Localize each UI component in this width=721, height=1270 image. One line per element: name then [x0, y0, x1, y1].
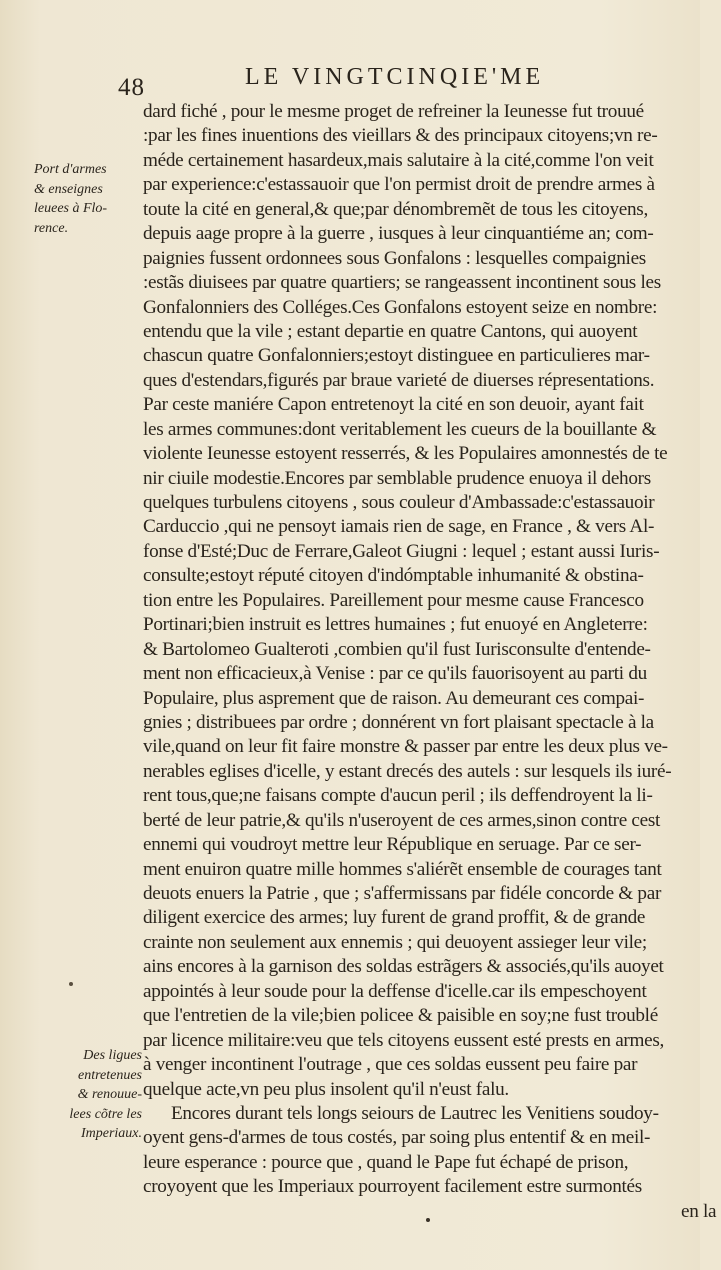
text-line: diligent exercice des armes; luy furent de grand proffit, & de grande — [143, 907, 646, 929]
margin-note-arms — [34, 160, 134, 238]
margin-note-line: & renouue- — [77, 1087, 142, 1102]
margin-note-line: Port d'armes — [34, 162, 107, 177]
text-line: chascun quatre Gonfalonniers;estoyt distinguee en particulieres mar- — [143, 345, 650, 367]
margin-note-line: Imperiaux. — [80, 1126, 142, 1141]
text-line: fonse d'Esté;Duc de Ferrare,Galeot Giugni : lequel ; estant aussi Iuris- — [143, 540, 660, 562]
running-head: LE VINGTCINQIE'ME — [245, 64, 545, 90]
text-line: ment enuiron quatre mille hommes s'aliérẽt ensemble de courages tant — [143, 858, 662, 880]
margin-note-line: lees cõtre les — [69, 1106, 142, 1122]
margin-note-leagues — [62, 1046, 142, 1144]
text-line: appointés à leur soude pour la deffense d'icelle.car ils empeschoyent — [143, 980, 647, 1002]
text-line: entendu que la vile ; estant departie en quatre Cantons, qui auoyent — [143, 320, 638, 342]
bottom-mark — [426, 1218, 430, 1222]
text-line: berté de leur patrie,& qu'ils n'useroyent de ces armes,sinon contre cest — [143, 809, 661, 831]
text-line: toute la cité en general,& que;par dénombremẽt de tous les citoyens, — [143, 198, 648, 220]
text-line: ains encores à la garnison des soldas estrãgers & associés,qu'ils auoyet — [143, 956, 664, 978]
text-line: que l'entretien de la vile;bien policee & paisible en soy;ne fust troublé — [143, 1005, 658, 1027]
margin-note-line: & enseignes — [34, 181, 103, 197]
text-line: Carduccio ,qui ne pensoyt iamais rien de sage, en France , & vers Al- — [143, 516, 655, 538]
text-line: rent tous,que;ne faisans compte d'aucun peril ; ils deffendroyent la li- — [143, 785, 653, 807]
text-line: ennemi qui voudroyt mettre leur République en seruage. Par ce ser- — [143, 834, 642, 856]
text-line: tion entre les Populaires. Pareillement pour mesme cause Francesco — [143, 589, 644, 611]
text-line: quelques turbulens citoyens , sous couleur d'Ambassade:c'estassauoir — [143, 492, 655, 513]
text-line: deuots enuers la Patrie , que ; s'affermissans par fidéle concorde & par — [143, 883, 662, 904]
margin-dot — [69, 982, 73, 986]
text-line: & Bartolomeo Gualteroti ,combien qu'il fust Iurisconsulte d'entende- — [143, 638, 651, 660]
margin-note-line: Des ligues — [83, 1048, 142, 1063]
text-line: croyoyent que les Imperiaux pourroyent facilement estre surmontés — [143, 1176, 642, 1198]
text-line: méde certainement hasardeux,mais salutaire à la cité,comme l'on veit — [143, 149, 654, 171]
text-line: paignies fussent ordonnees sous Gonfalons : lesquelles compaignies — [143, 247, 646, 269]
text-line: par experience:c'estassauoir que l'on permist droit de prendre armes à — [143, 174, 655, 196]
text-line: ment non efficacieux,à Venise : par ce qu'ils fauorisoyent au parti du — [143, 663, 647, 685]
text-line: violente Ieunesse estoyent resserrés, & les Populaires amonnestés de te — [143, 443, 668, 465]
text-line: oyent gens-d'armes de tous costés, par soing plus ententif & en meil- — [143, 1127, 651, 1149]
page-number: 48 — [118, 74, 145, 101]
catchword: en la — [681, 1200, 717, 1222]
text-line: Par ceste maniére Capon entretenoyt la cité en son deuoir, ayant fait — [143, 394, 644, 416]
text-line: Populaire, plus asprement que de raison. Au demeurant ces compai- — [143, 687, 645, 709]
body-text — [143, 100, 717, 1224]
text-line: nir ciuile modestie.Encores par semblable prudence enuoya il dehors — [143, 467, 651, 489]
margin-note-line: leuees à Flo- — [34, 201, 108, 216]
text-line: Gonfalonniers des Colléges.Ces Gonfalons estoyent seize en nombre: — [143, 296, 658, 318]
text-line: :par les fines inuentions des vieillars & des principaux citoyens;vn re- — [143, 125, 658, 147]
margin-note-line: entretenues — [77, 1067, 142, 1083]
text-line: à venger incontinent l'outrage , que ces soldas eussent peu faire par — [143, 1054, 638, 1076]
text-line: ques d'estendars,figurés par braue varieté de diuerses répresentations. — [143, 369, 655, 391]
margin-note-line: rence. — [34, 220, 69, 236]
text-line: quelque acte,vn peu plus insolent qu'il n'eust falu. — [143, 1078, 509, 1100]
text-line: consulte;estoyt réputé citoyen d'indómptable inhumanité & obstina- — [143, 565, 644, 587]
text-line: par licence militaire:veu que tels citoyens eussent esté prests en armes, — [143, 1029, 665, 1051]
text-line: leure esperance : pource que , quand le Pape fut échapé de prison, — [143, 1151, 629, 1173]
text-line: dard fiché , pour le mesme proget de refreiner la Ieunesse fut trouué — [143, 101, 644, 122]
text-line: les armes communes:dont veritablement les cueurs de la bouillante & — [143, 418, 657, 440]
text-line: vile,quand on leur fit faire monstre & passer par entre les deux plus ve- — [143, 736, 668, 758]
text-line: Encores durant tels longs seiours de Lautrec les Venitiens soudoy- — [171, 1102, 659, 1124]
text-line: nerables eglises d'icelle, y estant drecés des autels : sur lesquels ils iuré- — [143, 760, 672, 782]
text-line: depuis aage propre à la guerre , iusques à leur cinquantiéme an; com- — [143, 223, 654, 245]
text-line: :estãs diuisees par quatre quartiers; se rangeassent incontinent sous les — [143, 272, 661, 294]
text-line: crainte non seulement aux ennemis ; qui deuoyent assieger leur vile; — [143, 931, 647, 953]
text-line: gnies ; distribuees par ordre ; donnérent vn fort plaisant spectacle à la — [143, 711, 654, 733]
text-line: Portinari;bien instruit es lettres humaines ; fut enuoyé en Angleterre: — [143, 614, 648, 636]
